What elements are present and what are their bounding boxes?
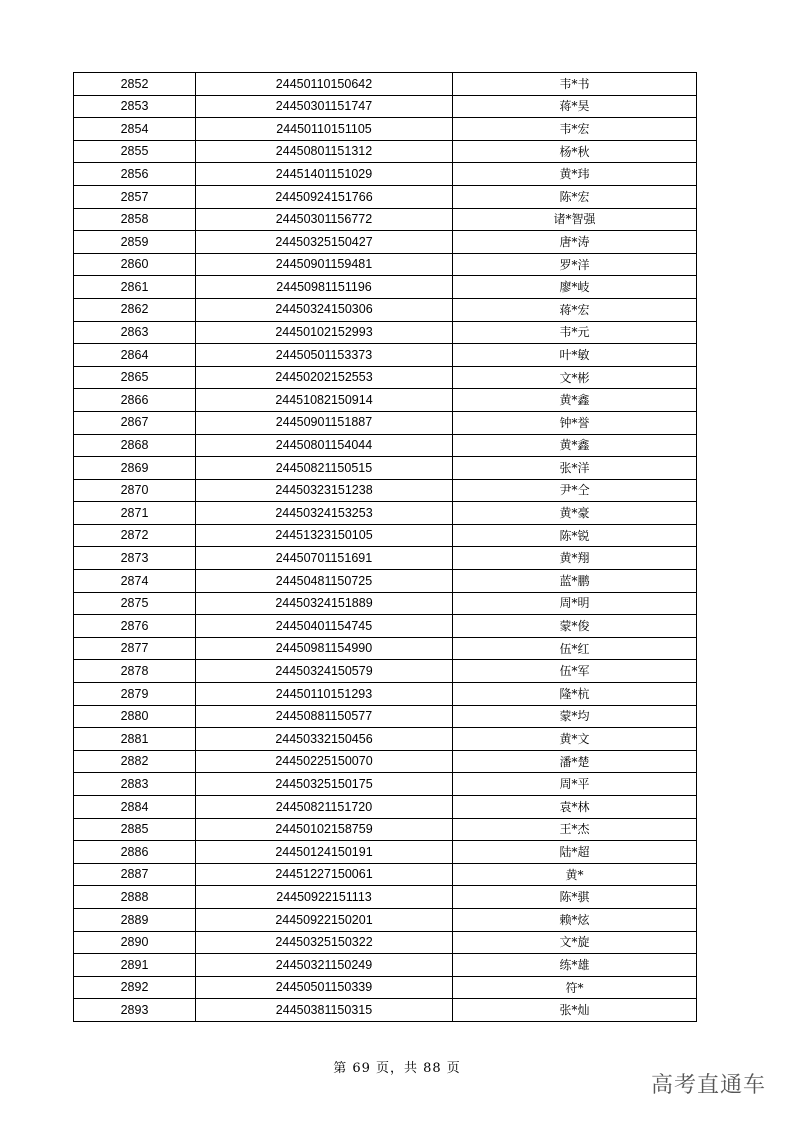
row-number-cell: 2866 — [74, 389, 196, 412]
exam-id-cell: 24450110151105 — [196, 118, 453, 141]
row-number-cell: 2864 — [74, 344, 196, 367]
table-row — [74, 253, 697, 276]
table-row — [74, 457, 697, 480]
table-row — [74, 547, 697, 570]
table-row — [74, 999, 697, 1022]
table-row — [74, 95, 697, 118]
table-row — [74, 502, 697, 525]
student-name-cell: 符* — [453, 976, 697, 999]
exam-id-cell: 24450102152993 — [196, 321, 453, 344]
row-number-cell: 2854 — [74, 118, 196, 141]
exam-id-cell: 24450481150725 — [196, 570, 453, 593]
student-name-cell: 黄*豪 — [453, 502, 697, 525]
table-row — [74, 118, 697, 141]
student-name-cell: 蓝*鹏 — [453, 570, 697, 593]
exam-id-cell: 24450821150515 — [196, 457, 453, 480]
table-row — [74, 750, 697, 773]
student-name-cell: 陈*锐 — [453, 524, 697, 547]
row-number-cell: 2863 — [74, 321, 196, 344]
row-number-cell: 2872 — [74, 524, 196, 547]
exam-id-cell: 24450325150175 — [196, 773, 453, 796]
row-number-cell: 2856 — [74, 163, 196, 186]
student-name-cell: 黄*玮 — [453, 163, 697, 186]
student-name-cell: 韦*宏 — [453, 118, 697, 141]
table-row — [74, 344, 697, 367]
table-row — [74, 592, 697, 615]
page-footer: 第 69 页，共 88 页 — [333, 1061, 461, 1076]
exam-id-cell: 24450324151889 — [196, 592, 453, 615]
exam-id-cell: 24450401154745 — [196, 615, 453, 638]
student-name-cell: 黄*鑫 — [453, 434, 697, 457]
student-name-cell: 钟*誉 — [453, 411, 697, 434]
table-row — [74, 615, 697, 638]
row-number-cell: 2853 — [74, 95, 196, 118]
table-row — [74, 886, 697, 909]
row-number-cell: 2875 — [74, 592, 196, 615]
row-number-cell: 2885 — [74, 818, 196, 841]
exam-id-cell: 24450701151691 — [196, 547, 453, 570]
student-name-cell: 杨*秋 — [453, 140, 697, 163]
student-name-cell: 陆*超 — [453, 841, 697, 864]
exam-id-cell: 24450881150577 — [196, 705, 453, 728]
row-number-cell: 2877 — [74, 637, 196, 660]
exam-id-cell: 24450202152553 — [196, 366, 453, 389]
student-name-cell: 诸*智强 — [453, 208, 697, 231]
exam-id-cell: 24450325150427 — [196, 231, 453, 254]
exam-id-cell: 24450325150322 — [196, 931, 453, 954]
table-row — [74, 231, 697, 254]
row-number-cell: 2868 — [74, 434, 196, 457]
exam-id-cell: 24450501150339 — [196, 976, 453, 999]
row-number-cell: 2890 — [74, 931, 196, 954]
table-row — [74, 276, 697, 299]
row-number-cell: 2879 — [74, 683, 196, 706]
student-name-cell: 袁*林 — [453, 796, 697, 819]
student-name-cell: 韦*元 — [453, 321, 697, 344]
table-body — [74, 73, 697, 1022]
row-number-cell: 2873 — [74, 547, 196, 570]
row-number-cell: 2861 — [74, 276, 196, 299]
exam-id-cell: 24450102158759 — [196, 818, 453, 841]
row-number-cell: 2870 — [74, 479, 196, 502]
table-row — [74, 208, 697, 231]
row-number-cell: 2869 — [74, 457, 196, 480]
table-row — [74, 366, 697, 389]
student-name-cell: 蒙*均 — [453, 705, 697, 728]
student-name-cell: 陈*骐 — [453, 886, 697, 909]
row-number-cell: 2852 — [74, 73, 196, 96]
student-name-cell: 文*旋 — [453, 931, 697, 954]
row-number-cell: 2886 — [74, 841, 196, 864]
table-row — [74, 389, 697, 412]
row-number-cell: 2876 — [74, 615, 196, 638]
table-row — [74, 185, 697, 208]
table-row — [74, 660, 697, 683]
exam-id-cell: 24450501153373 — [196, 344, 453, 367]
table-row — [74, 931, 697, 954]
exam-id-cell: 24450110151293 — [196, 683, 453, 706]
exam-id-cell: 24450901151887 — [196, 411, 453, 434]
student-name-cell: 隆*杭 — [453, 683, 697, 706]
student-name-cell: 王*杰 — [453, 818, 697, 841]
student-name-cell: 周*明 — [453, 592, 697, 615]
table-row — [74, 818, 697, 841]
row-number-cell: 2882 — [74, 750, 196, 773]
table-row — [74, 954, 697, 977]
exam-id-cell: 24450981151196 — [196, 276, 453, 299]
table-row — [74, 796, 697, 819]
table-row — [74, 908, 697, 931]
exam-id-cell: 24451401151029 — [196, 163, 453, 186]
table-row — [74, 570, 697, 593]
student-name-cell: 伍*红 — [453, 637, 697, 660]
student-name-cell: 韦*书 — [453, 73, 697, 96]
exam-id-cell: 24450301156772 — [196, 208, 453, 231]
exam-id-cell: 24450324153253 — [196, 502, 453, 525]
student-name-cell: 黄* — [453, 863, 697, 886]
table-row — [74, 411, 697, 434]
row-number-cell: 2880 — [74, 705, 196, 728]
row-number-cell: 2860 — [74, 253, 196, 276]
exam-id-cell: 24450323151238 — [196, 479, 453, 502]
student-name-cell: 蒙*俊 — [453, 615, 697, 638]
table-row — [74, 637, 697, 660]
exam-id-cell: 24450324150306 — [196, 298, 453, 321]
exam-id-cell: 24450981154990 — [196, 637, 453, 660]
exam-id-cell: 24451323150105 — [196, 524, 453, 547]
table-row — [74, 524, 697, 547]
exam-id-cell: 24450332150456 — [196, 728, 453, 751]
exam-id-cell: 24451227150061 — [196, 863, 453, 886]
student-name-cell: 罗*洋 — [453, 253, 697, 276]
table-row — [74, 863, 697, 886]
exam-id-cell: 24450924151766 — [196, 185, 453, 208]
row-number-cell: 2881 — [74, 728, 196, 751]
student-name-cell: 文*彬 — [453, 366, 697, 389]
exam-id-cell: 24450324150579 — [196, 660, 453, 683]
exam-id-cell: 24450901159481 — [196, 253, 453, 276]
row-number-cell: 2858 — [74, 208, 196, 231]
row-number-cell: 2891 — [74, 954, 196, 977]
exam-id-cell: 24450124150191 — [196, 841, 453, 864]
watermark-logo-text: 高考直通车 — [650, 1073, 766, 1098]
exam-id-cell: 24450922150201 — [196, 908, 453, 931]
row-number-cell: 2874 — [74, 570, 196, 593]
row-number-cell: 2888 — [74, 886, 196, 909]
table-row — [74, 705, 697, 728]
exam-id-cell: 24450321150249 — [196, 954, 453, 977]
exam-id-cell: 24450110150642 — [196, 73, 453, 96]
student-name-cell: 蒋*昊 — [453, 95, 697, 118]
table-row — [74, 434, 697, 457]
student-name-cell: 周*平 — [453, 773, 697, 796]
row-number-cell: 2884 — [74, 796, 196, 819]
student-name-cell: 唐*涛 — [453, 231, 697, 254]
student-name-cell: 黄*鑫 — [453, 389, 697, 412]
row-number-cell: 2857 — [74, 185, 196, 208]
row-number-cell: 2893 — [74, 999, 196, 1022]
row-number-cell: 2892 — [74, 976, 196, 999]
exam-id-cell: 24450801154044 — [196, 434, 453, 457]
student-name-cell: 黄*文 — [453, 728, 697, 751]
exam-id-cell: 24450821151720 — [196, 796, 453, 819]
student-name-cell: 廖*岐 — [453, 276, 697, 299]
table-row — [74, 841, 697, 864]
student-name-cell: 张*洋 — [453, 457, 697, 480]
student-name-cell: 陈*宏 — [453, 185, 697, 208]
student-name-cell: 练*雄 — [453, 954, 697, 977]
row-number-cell: 2889 — [74, 908, 196, 931]
exam-id-cell: 24450922151113 — [196, 886, 453, 909]
student-name-cell: 伍*军 — [453, 660, 697, 683]
exam-id-cell: 24450801151312 — [196, 140, 453, 163]
exam-id-cell: 24450225150070 — [196, 750, 453, 773]
table-row — [74, 728, 697, 751]
row-number-cell: 2865 — [74, 366, 196, 389]
row-number-cell: 2883 — [74, 773, 196, 796]
table-row — [74, 976, 697, 999]
table-row — [74, 321, 697, 344]
table-row — [74, 163, 697, 186]
row-number-cell: 2867 — [74, 411, 196, 434]
row-number-cell: 2855 — [74, 140, 196, 163]
table-row — [74, 140, 697, 163]
student-name-cell: 赖*炫 — [453, 908, 697, 931]
table-row — [74, 298, 697, 321]
exam-id-cell: 24450381150315 — [196, 999, 453, 1022]
table-row — [74, 683, 697, 706]
student-name-cell: 潘*楚 — [453, 750, 697, 773]
table-row — [74, 73, 697, 96]
student-name-cell: 叶*敏 — [453, 344, 697, 367]
results-table — [73, 72, 697, 1022]
student-name-cell: 黄*翔 — [453, 547, 697, 570]
student-name-cell: 蒋*宏 — [453, 298, 697, 321]
row-number-cell: 2887 — [74, 863, 196, 886]
row-number-cell: 2871 — [74, 502, 196, 525]
exam-id-cell: 24451082150914 — [196, 389, 453, 412]
row-number-cell: 2859 — [74, 231, 196, 254]
row-number-cell: 2862 — [74, 298, 196, 321]
row-number-cell: 2878 — [74, 660, 196, 683]
table-row — [74, 479, 697, 502]
table-row — [74, 773, 697, 796]
exam-id-cell: 24450301151747 — [196, 95, 453, 118]
student-name-cell: 张*灿 — [453, 999, 697, 1022]
student-name-cell: 尹*仝 — [453, 479, 697, 502]
